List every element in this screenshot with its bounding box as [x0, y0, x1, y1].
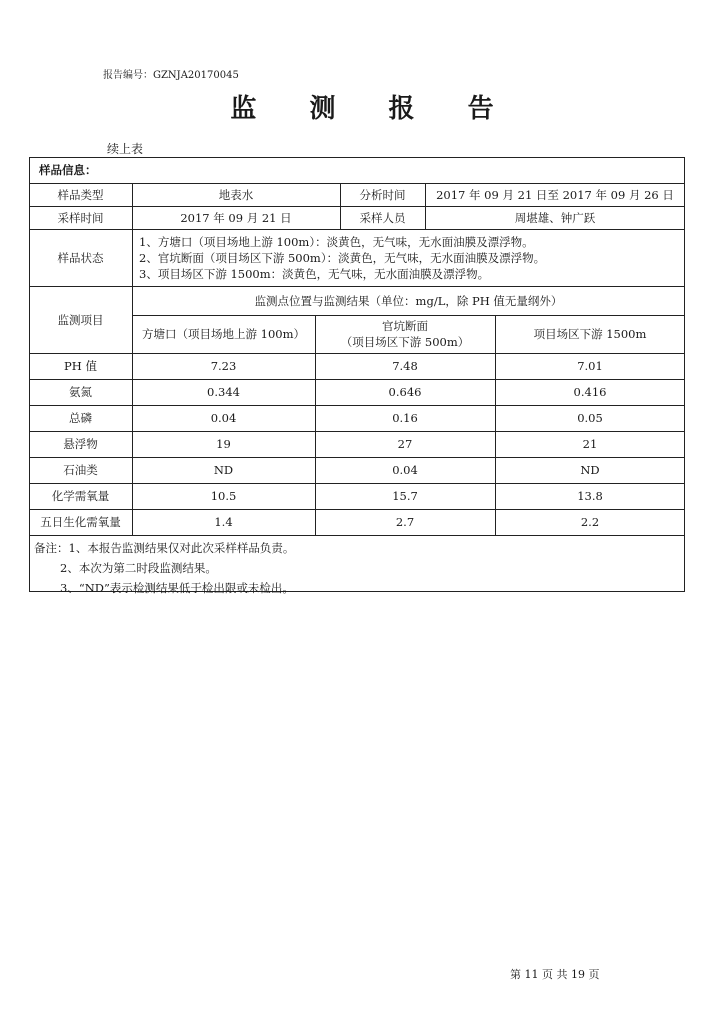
- page-title: 监 测 报 告: [230, 94, 516, 124]
- row-value: 0.04: [392, 463, 418, 477]
- row-value: 0.05: [577, 411, 603, 425]
- sample-type-value: 地表水: [218, 187, 254, 202]
- status-line-3: 3、项目场区下游 1500m：淡黄色，无气味，无水面油膜及漂浮物。: [139, 266, 490, 281]
- status-line-1: 1、方塘口（项目场地上游 100m）：淡黄色，无气味，无水面油膜及漂浮物。: [139, 234, 534, 249]
- status-line-2: 2、官坑断面（项目场区下游 500m）：淡黄色，无气味，无水面油膜及漂浮物。: [139, 250, 546, 265]
- sampling-time-value: 2017 年 09 月 21 日: [180, 210, 292, 225]
- row-value: 0.344: [207, 385, 240, 399]
- results-caption: 监测点位置与监测结果（单位：mg/L，除 PH 值无量纲外）: [254, 293, 563, 308]
- sample-type-label: 样品类型: [57, 187, 104, 202]
- row-value: 10.5: [210, 489, 237, 503]
- row-item: 氨氮: [69, 385, 92, 399]
- sample-status-value: [139, 229, 684, 286]
- row-value: 15.7: [392, 489, 418, 503]
- row-value: 0.646: [388, 385, 422, 399]
- row-value: 7.01: [577, 359, 603, 373]
- sampler-value: 周堪雄、钟广跃: [514, 210, 596, 225]
- remark-3: 3、“ND”表示检测结果低于检出限或未检出。: [60, 581, 294, 595]
- row-item: 悬浮物: [63, 437, 98, 451]
- row-value: 7.48: [392, 359, 418, 373]
- row-item: 五日生化需氧量: [40, 515, 121, 529]
- row-value: 2.7: [395, 515, 415, 529]
- row-value: 27: [397, 437, 413, 451]
- analysis-time-label: 分析时间: [359, 187, 406, 202]
- sample-status-label: 样品状态: [57, 250, 104, 265]
- remark-1: 备注：1、本报告监测结果仅对此次采样样品负责。: [34, 541, 295, 555]
- row-item: PH 值: [64, 359, 97, 373]
- row-item: 化学需氧量: [51, 489, 110, 503]
- page-number: 第 11 页 共 19 页: [510, 968, 600, 981]
- row-value: ND: [213, 463, 234, 477]
- column-header-2: [315, 315, 495, 353]
- column-header-2-line1: 官坑断面: [382, 319, 428, 333]
- monitoring-table: [29, 157, 685, 592]
- row-value: 13.8: [577, 489, 603, 503]
- row-value: 19: [216, 437, 231, 451]
- row-item: 总磷: [69, 411, 92, 425]
- sampler-label: 采样人员: [359, 210, 406, 225]
- row-value: 0.16: [392, 411, 418, 425]
- row-value: 0.416: [573, 385, 607, 399]
- row-value: 21: [582, 437, 598, 451]
- row-value: ND: [580, 463, 600, 477]
- sampling-time-label: 采样时间: [57, 210, 104, 225]
- remarks: [34, 538, 294, 598]
- item-label: 监测项目: [57, 312, 104, 327]
- row-value: 7.23: [210, 359, 237, 373]
- column-header-3: 项目场区下游 1500m: [533, 327, 647, 341]
- continued-label: 续上表: [107, 142, 144, 156]
- column-header-1: 方塘口（项目场地上游 100m）: [141, 327, 305, 341]
- row-item: 石油类: [63, 463, 98, 477]
- row-value: 0.04: [210, 411, 237, 425]
- analysis-time-value: 2017 年 09 月 21 日至 2017 年 09 月 26 日: [436, 187, 674, 202]
- sample-info-heading: 样品信息：: [39, 163, 97, 177]
- column-header-2-line2: （项目场区下游 500m）: [340, 335, 470, 349]
- row-value: 2.2: [580, 515, 600, 529]
- report-number: 报告编号：GZNJA20170045: [103, 70, 239, 81]
- row-value: 1.4: [214, 515, 233, 529]
- remark-2: 2、本次为第二时段监测结果。: [60, 561, 217, 575]
